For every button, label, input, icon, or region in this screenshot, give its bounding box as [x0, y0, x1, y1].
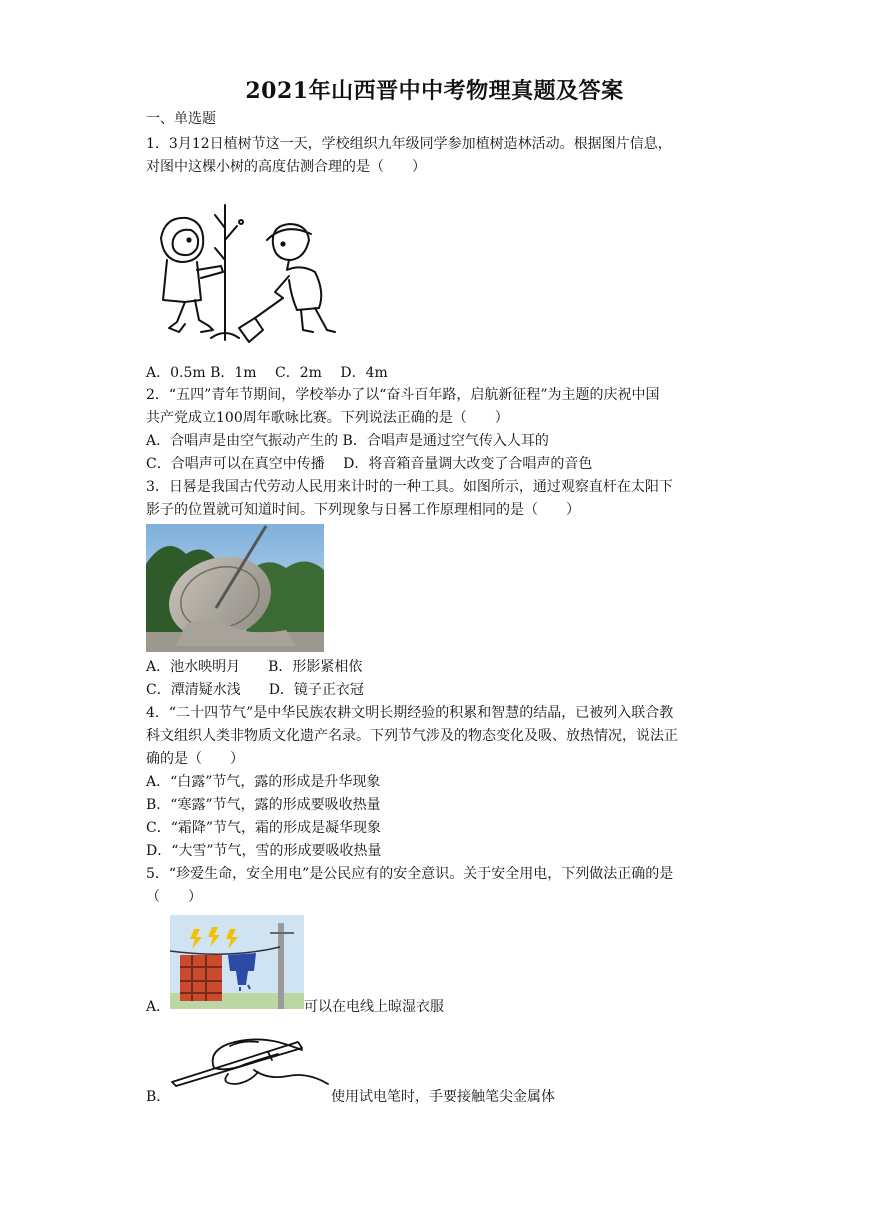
q4-option-c: C．“霜降”节气，霜的形成是凝华现象	[146, 820, 382, 836]
q2-options-cd: C．合唱声可以在真空中传播 D．将音箱音量调大改变了合唱声的音色	[146, 456, 593, 472]
q1-text-line1: 1．3月12日植树节这一天，学校组织九年级同学参加植树造林活动。根据图片信息，	[146, 136, 672, 152]
page-title: 2021年山西晋中中考物理真题及答案	[245, 78, 624, 104]
wet-clothes-on-wire-figure	[170, 915, 304, 1009]
q5-option-a-label: A．	[146, 999, 171, 1015]
q4-option-b: B．“寒露”节气，露的形成要吸收热量	[146, 797, 381, 813]
q3-options-cd: C．潭清疑水浅 D．镜子正衣冠	[146, 682, 364, 698]
q5-option-a-text: 可以在电线上晾湿衣服	[304, 999, 444, 1015]
q1-text-line2: 对图中这棵小树的高度估测合理的是（ ）	[146, 159, 426, 175]
q4-text-line1: 4．“二十四节气”是中华民族农耕文明长期经验的积累和智慧的结晶，已被列入联合教	[146, 705, 674, 721]
q4-option-d: D．“大雪”节气，雪的形成要吸收热量	[146, 843, 382, 859]
q4-option-a: A．“白露”节气，露的形成是升华现象	[146, 774, 381, 790]
section-heading: 一、单选题	[146, 111, 216, 127]
q2-text-line1: 2．“五四”青年节期间，学校举办了以“奋斗百年路，启航新征程”为主题的庆祝中国	[146, 387, 660, 403]
q2-options-ab: A．合唱声是由空气振动产生的 B．合唱声是通过空气传入人耳的	[146, 433, 549, 449]
q5-text-line1: 5．“珍爱生命，安全用电”是公民应有的安全意识。关于安全用电，下列做法正确的是	[146, 866, 674, 882]
q5-text-line2: （ ）	[146, 889, 202, 905]
q5-option-b-text: 使用试电笔时，手要接触笔尖金属体	[331, 1089, 555, 1105]
q3-text-line1: 3．日晷是我国古代劳动人民用来计时的一种工具。如图所示，通过观察直杆在太阳下	[146, 479, 673, 495]
q3-text-line2: 影子的位置就可知道时间。下列现象与日晷工作原理相同的是（ ）	[146, 502, 580, 518]
q4-text-line2: 科文组织人类非物质文化遗产名录。下列节气涉及的物态变化及吸、放热情况，说法正	[146, 728, 678, 744]
q1-options: A．0.5m B．1m C．2m D．4m	[146, 365, 388, 381]
sundial-photo	[146, 524, 324, 652]
q4-text-line3: 确的是（ ）	[146, 751, 244, 767]
q2-text-line2: 共产党成立100周年歌咏比赛。下列说法正确的是（ ）	[146, 410, 509, 426]
tree-planting-figure	[155, 200, 345, 350]
test-pen-hand-figure	[168, 1032, 330, 1096]
q5-option-b-label: B．	[146, 1089, 171, 1105]
q3-options-ab: A．池水映明月 B．形影紧相依	[146, 659, 363, 675]
